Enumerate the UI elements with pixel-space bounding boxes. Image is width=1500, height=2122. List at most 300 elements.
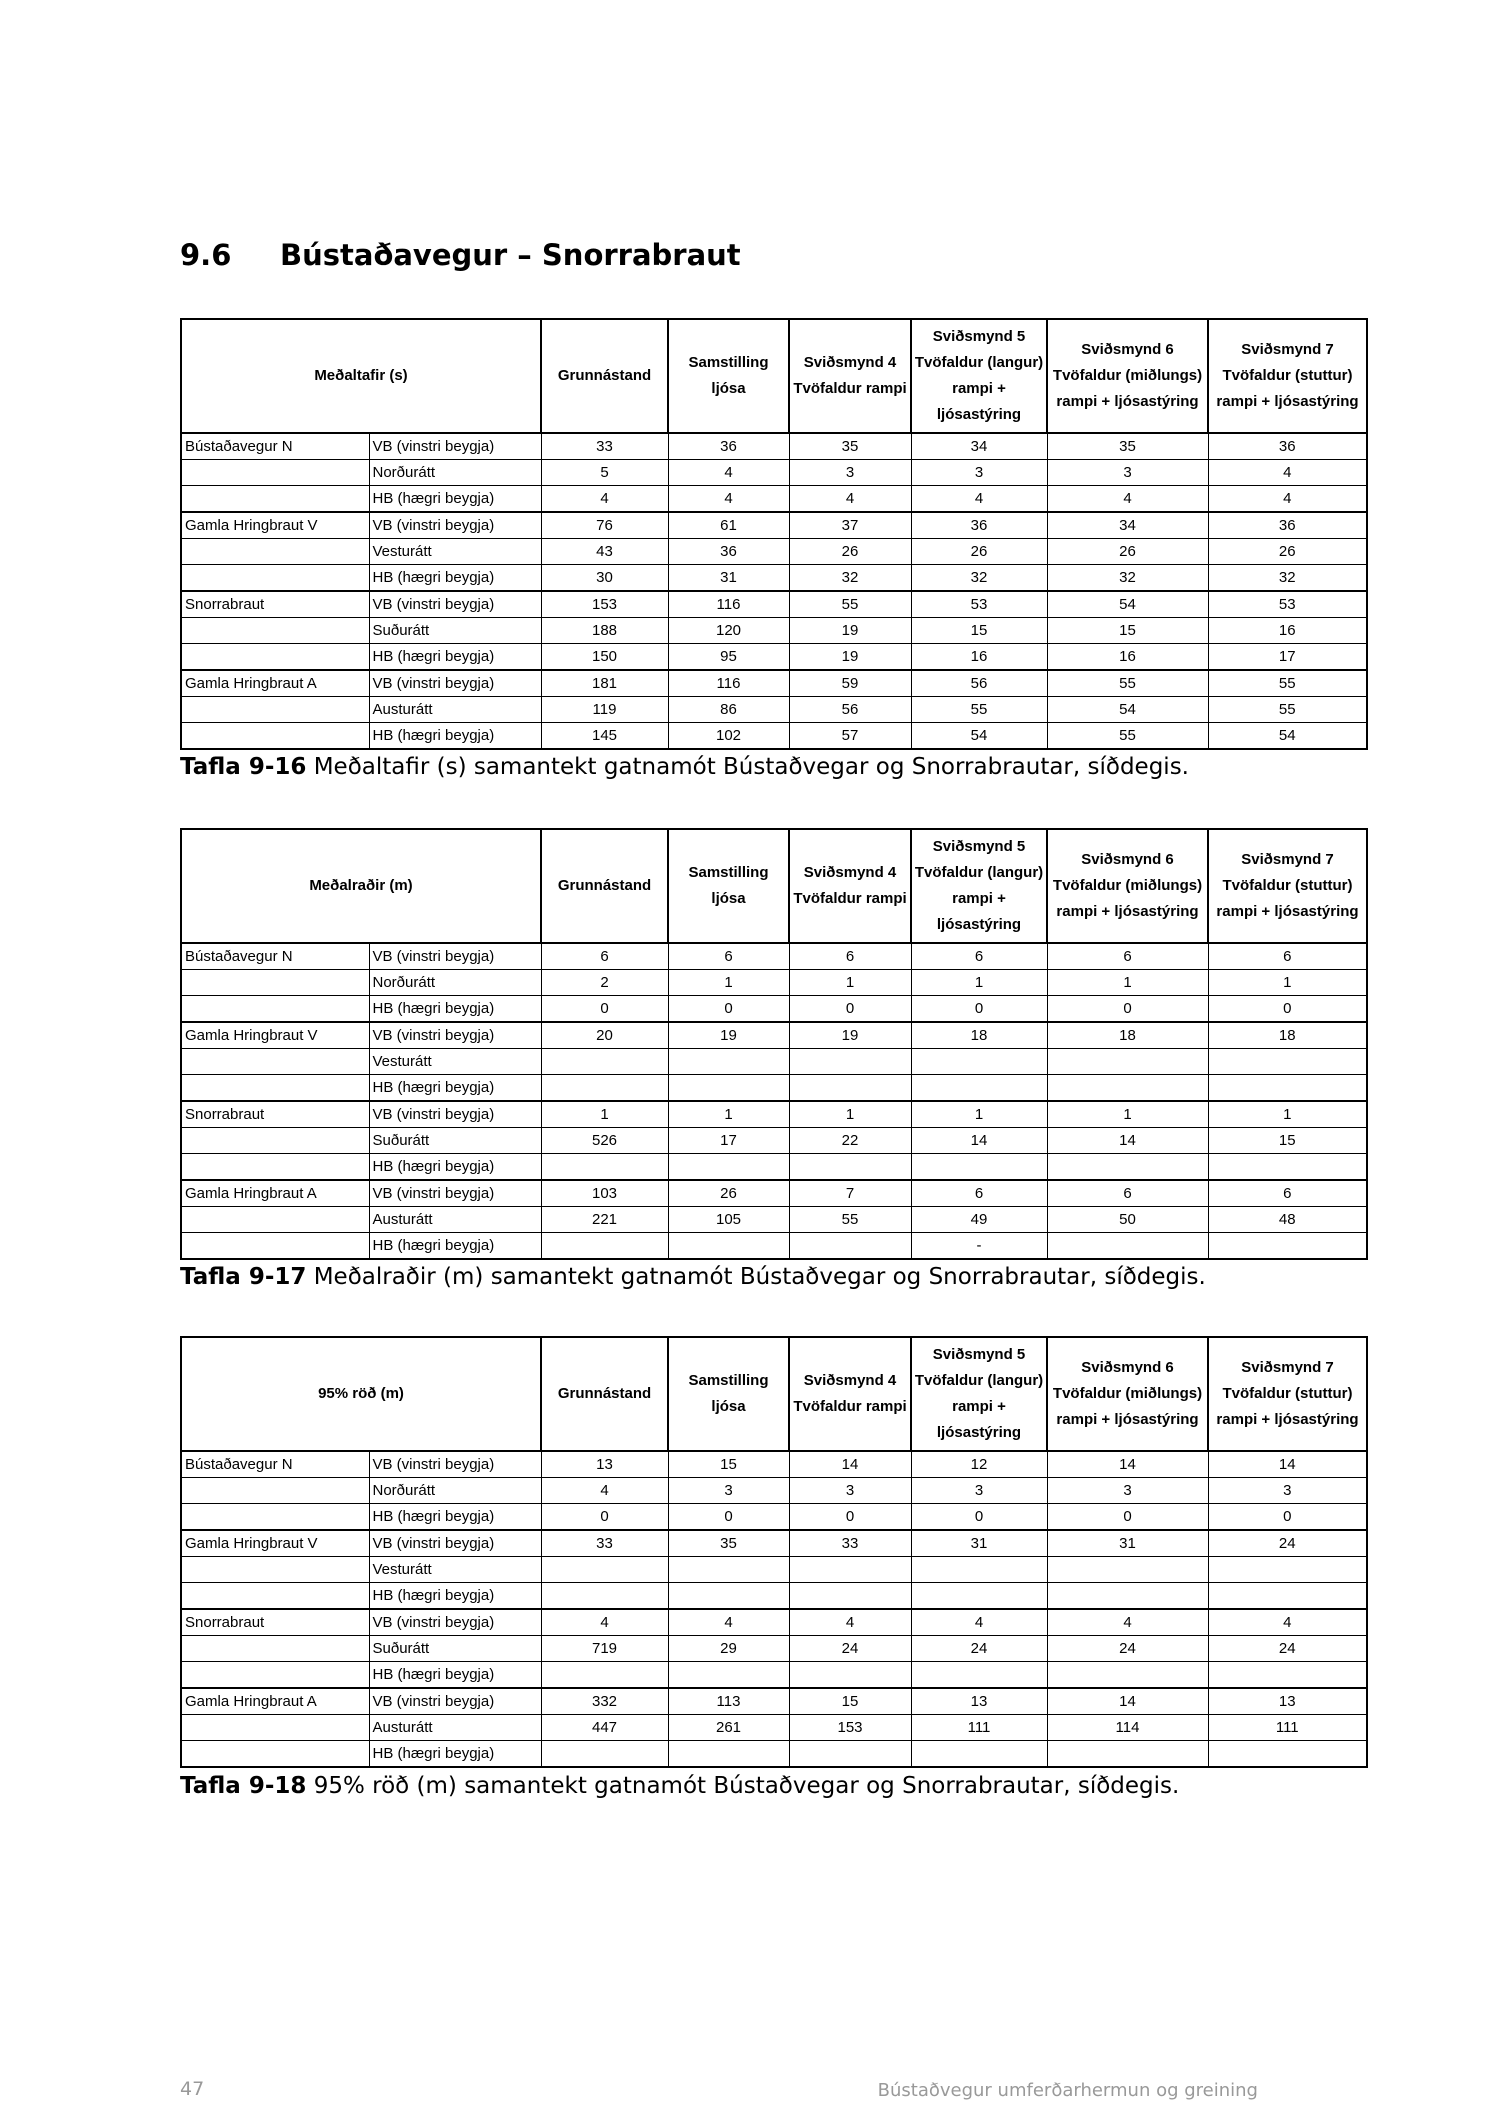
road-cell [181, 996, 369, 1023]
value-cell: 13 [541, 1451, 668, 1478]
value-cell: 55 [789, 591, 911, 618]
value-cell: 14 [1208, 1451, 1367, 1478]
value-cell: 24 [1208, 1636, 1367, 1662]
section-heading [180, 238, 741, 272]
table-row [181, 1180, 1367, 1207]
value-cell [541, 1662, 668, 1689]
movement-cell: HB (hægri beygja) [369, 1583, 541, 1610]
value-cell: 188 [541, 618, 668, 644]
value-cell [541, 1049, 668, 1075]
value-cell: 15 [1208, 1128, 1367, 1154]
value-cell [789, 1233, 911, 1260]
value-cell: 35 [789, 433, 911, 460]
caption-text: 95% röð (m) samantekt gatnamót Bústaðvegar og Snorrabrautar, síðdegis. [306, 1773, 1180, 1799]
column-header: Sviðsmynd 6 Tvöfaldur (miðlungs) rampi + ljósastýring [1047, 1337, 1208, 1451]
road-cell [181, 1049, 369, 1075]
value-cell: 15 [911, 618, 1047, 644]
table-average-queue [180, 828, 1368, 1260]
value-cell: 6 [1047, 1180, 1208, 1207]
column-header: Sviðsmynd 4 Tvöfaldur rampi [789, 1337, 911, 1451]
value-cell: 36 [668, 539, 789, 565]
table-row [181, 670, 1367, 697]
value-cell: 54 [1208, 723, 1367, 750]
value-cell: 4 [1208, 1609, 1367, 1636]
column-header: Samstilling ljósa [668, 1337, 789, 1451]
table-row [181, 539, 1367, 565]
road-cell: Bústaðavegur N [181, 1451, 369, 1478]
value-cell: 1 [911, 1101, 1047, 1128]
value-cell [668, 1049, 789, 1075]
road-cell: Snorrabraut [181, 1609, 369, 1636]
movement-cell: HB (hægri beygja) [369, 565, 541, 592]
value-cell: 719 [541, 1636, 668, 1662]
value-cell: 17 [668, 1128, 789, 1154]
value-cell: 332 [541, 1688, 668, 1715]
caption-table-9-17 [180, 1264, 1206, 1290]
value-cell [668, 1154, 789, 1181]
value-cell: 4 [541, 1609, 668, 1636]
table-average-delay [180, 318, 1368, 750]
value-cell: 18 [1208, 1022, 1367, 1049]
value-cell [541, 1583, 668, 1610]
road-cell [181, 486, 369, 513]
value-cell: 35 [668, 1530, 789, 1557]
table-row [181, 996, 1367, 1023]
value-cell: 6 [541, 943, 668, 970]
table-row [181, 723, 1367, 750]
value-cell [668, 1741, 789, 1768]
value-cell: 15 [789, 1688, 911, 1715]
value-cell: 114 [1047, 1715, 1208, 1741]
value-cell: 26 [1208, 539, 1367, 565]
movement-cell: Austurátt [369, 1715, 541, 1741]
movement-cell: Suðurátt [369, 618, 541, 644]
value-cell: 14 [1047, 1451, 1208, 1478]
value-cell: 1 [668, 970, 789, 996]
value-cell: 36 [668, 433, 789, 460]
movement-cell: HB (hægri beygja) [369, 1154, 541, 1181]
road-cell [181, 970, 369, 996]
value-cell: 1 [1208, 970, 1367, 996]
road-cell [181, 1662, 369, 1689]
value-cell: 59 [789, 670, 911, 697]
value-cell: 55 [1208, 670, 1367, 697]
road-cell [181, 1478, 369, 1504]
value-cell: 95 [668, 644, 789, 671]
value-cell: 19 [789, 1022, 911, 1049]
value-cell: 32 [789, 565, 911, 592]
movement-cell: VB (vinstri beygja) [369, 1609, 541, 1636]
road-cell [181, 1233, 369, 1260]
value-cell: 447 [541, 1715, 668, 1741]
value-cell: 0 [1208, 1504, 1367, 1531]
road-cell [181, 1154, 369, 1181]
value-cell: 26 [789, 539, 911, 565]
value-cell: 30 [541, 565, 668, 592]
road-cell: Snorrabraut [181, 591, 369, 618]
movement-cell: Norðurátt [369, 970, 541, 996]
movement-cell: VB (vinstri beygja) [369, 1530, 541, 1557]
value-cell: 111 [1208, 1715, 1367, 1741]
value-cell: 56 [911, 670, 1047, 697]
road-cell: Gamla Hringbraut V [181, 1530, 369, 1557]
value-cell [1047, 1233, 1208, 1260]
value-cell: 35 [1047, 433, 1208, 460]
movement-cell: VB (vinstri beygja) [369, 1688, 541, 1715]
value-cell: 24 [911, 1636, 1047, 1662]
value-cell [668, 1233, 789, 1260]
table-row [181, 1451, 1367, 1478]
movement-cell: VB (vinstri beygja) [369, 1451, 541, 1478]
movement-cell: HB (hægri beygja) [369, 1504, 541, 1531]
value-cell [668, 1557, 789, 1583]
value-cell: 61 [668, 512, 789, 539]
movement-cell: Austurátt [369, 697, 541, 723]
value-cell [541, 1741, 668, 1768]
value-cell: 1 [668, 1101, 789, 1128]
value-cell: 43 [541, 539, 668, 565]
value-cell: 6 [911, 1180, 1047, 1207]
value-cell [541, 1557, 668, 1583]
value-cell: 153 [541, 591, 668, 618]
value-cell: 24 [1208, 1530, 1367, 1557]
column-header: Sviðsmynd 6 Tvöfaldur (miðlungs) rampi + ljósastýring [1047, 319, 1208, 433]
value-cell: 50 [1047, 1207, 1208, 1233]
table-row [181, 1128, 1367, 1154]
value-cell: 14 [789, 1451, 911, 1478]
road-cell [181, 460, 369, 486]
value-cell [911, 1557, 1047, 1583]
table-row [181, 1583, 1367, 1610]
value-cell: 0 [1208, 996, 1367, 1023]
movement-cell: Vesturátt [369, 1049, 541, 1075]
value-cell: 116 [668, 670, 789, 697]
table-row [181, 565, 1367, 592]
movement-cell: VB (vinstri beygja) [369, 943, 541, 970]
road-cell [181, 1715, 369, 1741]
value-cell: 1 [789, 1101, 911, 1128]
movement-cell: Norðurátt [369, 460, 541, 486]
value-cell: 103 [541, 1180, 668, 1207]
table-row [181, 1478, 1367, 1504]
value-cell: 1 [1047, 970, 1208, 996]
movement-cell: VB (vinstri beygja) [369, 433, 541, 460]
value-cell: 34 [911, 433, 1047, 460]
value-cell: 54 [911, 723, 1047, 750]
value-cell: 18 [1047, 1022, 1208, 1049]
value-cell: 14 [911, 1128, 1047, 1154]
table-row [181, 697, 1367, 723]
table-row [181, 1636, 1367, 1662]
value-cell: 3 [789, 1478, 911, 1504]
table-row [181, 1715, 1367, 1741]
value-cell: 0 [789, 996, 911, 1023]
value-cell [668, 1075, 789, 1102]
caption-text: Meðalraðir (m) samantekt gatnamót Bústaðvegar og Snorrabrautar, síðdegis. [306, 1264, 1206, 1290]
table-row [181, 970, 1367, 996]
value-cell: 54 [1047, 591, 1208, 618]
value-cell: 6 [789, 943, 911, 970]
value-cell [911, 1154, 1047, 1181]
header-row [181, 1337, 1367, 1451]
column-header: Sviðsmynd 4 Tvöfaldur rampi [789, 829, 911, 943]
value-cell: 4 [668, 486, 789, 513]
road-cell [181, 1557, 369, 1583]
value-cell: 36 [1208, 512, 1367, 539]
movement-cell: HB (hægri beygja) [369, 1233, 541, 1260]
value-cell: 31 [668, 565, 789, 592]
value-cell: 261 [668, 1715, 789, 1741]
road-cell [181, 1636, 369, 1662]
value-cell [541, 1233, 668, 1260]
value-cell [1208, 1049, 1367, 1075]
movement-cell: HB (hægri beygja) [369, 1662, 541, 1689]
value-cell: - [911, 1233, 1047, 1260]
value-cell: 4 [541, 1478, 668, 1504]
value-cell: 16 [1047, 644, 1208, 671]
value-cell: 49 [911, 1207, 1047, 1233]
value-cell: 33 [789, 1530, 911, 1557]
value-cell: 26 [668, 1180, 789, 1207]
value-cell: 31 [1047, 1530, 1208, 1557]
value-cell: 102 [668, 723, 789, 750]
value-cell: 119 [541, 697, 668, 723]
value-cell: 33 [541, 1530, 668, 1557]
value-cell: 4 [668, 460, 789, 486]
table-row [181, 618, 1367, 644]
value-cell: 0 [789, 1504, 911, 1531]
value-cell: 55 [789, 1207, 911, 1233]
section-title: Bústaðavegur – Snorrabraut [280, 238, 741, 272]
table-row [181, 1022, 1367, 1049]
table-row [181, 1688, 1367, 1715]
movement-cell: Vesturátt [369, 1557, 541, 1583]
road-cell [181, 1128, 369, 1154]
value-cell: 153 [789, 1715, 911, 1741]
value-cell: 1 [541, 1101, 668, 1128]
column-header: Samstilling ljósa [668, 829, 789, 943]
road-cell [181, 1207, 369, 1233]
movement-cell: HB (hægri beygja) [369, 1075, 541, 1102]
road-cell [181, 1583, 369, 1610]
footer-doc-title: Bústaðvegur umferðarhermun og greining [877, 2080, 1258, 2101]
caption-table-9-16 [180, 754, 1189, 780]
value-cell [1047, 1741, 1208, 1768]
table-row [181, 460, 1367, 486]
movement-cell: HB (hægri beygja) [369, 1741, 541, 1768]
value-cell [668, 1662, 789, 1689]
column-header: Sviðsmynd 7 Tvöfaldur (stuttur) rampi + ljósastýring [1208, 319, 1367, 433]
value-cell: 32 [1208, 565, 1367, 592]
column-header: Samstilling ljósa [668, 319, 789, 433]
table-row [181, 1233, 1367, 1260]
value-cell: 34 [1047, 512, 1208, 539]
column-header: Sviðsmynd 7 Tvöfaldur (stuttur) rampi + ljósastýring [1208, 829, 1367, 943]
value-cell: 0 [911, 1504, 1047, 1531]
value-cell: 4 [911, 1609, 1047, 1636]
value-cell: 19 [789, 618, 911, 644]
value-cell [1208, 1583, 1367, 1610]
table-row [181, 1075, 1367, 1102]
road-cell: Bústaðavegur N [181, 433, 369, 460]
table-label: Meðaltafir (s) [181, 319, 541, 433]
value-cell: 120 [668, 618, 789, 644]
value-cell [911, 1662, 1047, 1689]
value-cell: 4 [541, 486, 668, 513]
road-cell: Snorrabraut [181, 1101, 369, 1128]
value-cell [1047, 1075, 1208, 1102]
value-cell [911, 1075, 1047, 1102]
value-cell: 24 [1047, 1636, 1208, 1662]
value-cell: 1 [911, 970, 1047, 996]
value-cell: 32 [1047, 565, 1208, 592]
value-cell [789, 1557, 911, 1583]
value-cell: 14 [1047, 1128, 1208, 1154]
page-number: 47 [180, 2078, 205, 2100]
caption-id: Tafla 9-16 [180, 754, 307, 780]
value-cell: 13 [911, 1688, 1047, 1715]
table-row [181, 1101, 1367, 1128]
value-cell: 15 [1047, 618, 1208, 644]
table-row [181, 591, 1367, 618]
value-cell: 113 [668, 1688, 789, 1715]
value-cell: 36 [1208, 433, 1367, 460]
caption-table-9-18 [180, 1773, 1179, 1799]
value-cell: 2 [541, 970, 668, 996]
column-header: Sviðsmynd 6 Tvöfaldur (miðlungs) rampi + ljósastýring [1047, 829, 1208, 943]
movement-cell: VB (vinstri beygja) [369, 591, 541, 618]
table-row [181, 486, 1367, 513]
value-cell: 20 [541, 1022, 668, 1049]
column-header: Sviðsmynd 5 Tvöfaldur (langur) rampi + ljósastýring [911, 1337, 1047, 1451]
value-cell: 15 [668, 1451, 789, 1478]
table-95pct-queue [180, 1336, 1368, 1768]
value-cell: 17 [1208, 644, 1367, 671]
table-label: Meðalraðir (m) [181, 829, 541, 943]
value-cell: 19 [789, 644, 911, 671]
value-cell: 6 [668, 943, 789, 970]
value-cell: 0 [541, 996, 668, 1023]
value-cell: 4 [911, 486, 1047, 513]
movement-cell: HB (hægri beygja) [369, 486, 541, 513]
movement-cell: HB (hægri beygja) [369, 644, 541, 671]
header-row [181, 829, 1367, 943]
value-cell: 16 [911, 644, 1047, 671]
value-cell: 3 [911, 460, 1047, 486]
value-cell: 0 [1047, 996, 1208, 1023]
value-cell: 19 [668, 1022, 789, 1049]
value-cell: 3 [1208, 1478, 1367, 1504]
value-cell: 145 [541, 723, 668, 750]
table-row [181, 1530, 1367, 1557]
movement-cell: Suðurátt [369, 1636, 541, 1662]
movement-cell: Vesturátt [369, 539, 541, 565]
movement-cell: VB (vinstri beygja) [369, 1180, 541, 1207]
value-cell [1208, 1154, 1367, 1181]
value-cell: 4 [1047, 1609, 1208, 1636]
value-cell: 16 [1208, 618, 1367, 644]
value-cell: 6 [1047, 943, 1208, 970]
value-cell: 3 [1047, 460, 1208, 486]
table-row [181, 1049, 1367, 1075]
value-cell: 3 [1047, 1478, 1208, 1504]
road-cell [181, 1741, 369, 1768]
value-cell [911, 1741, 1047, 1768]
value-cell [789, 1741, 911, 1768]
movement-cell: VB (vinstri beygja) [369, 1101, 541, 1128]
road-cell [181, 723, 369, 750]
value-cell: 4 [1208, 486, 1367, 513]
movement-cell: VB (vinstri beygja) [369, 512, 541, 539]
caption-id: Tafla 9-17 [180, 1264, 307, 1290]
value-cell: 1 [1208, 1101, 1367, 1128]
road-cell [181, 539, 369, 565]
value-cell: 48 [1208, 1207, 1367, 1233]
value-cell [541, 1075, 668, 1102]
value-cell: 4 [1047, 486, 1208, 513]
value-cell [1208, 1233, 1367, 1260]
value-cell: 0 [541, 1504, 668, 1531]
value-cell: 29 [668, 1636, 789, 1662]
movement-cell: HB (hægri beygja) [369, 723, 541, 750]
road-cell: Bústaðavegur N [181, 943, 369, 970]
value-cell: 22 [789, 1128, 911, 1154]
road-cell [181, 644, 369, 671]
value-cell: 6 [1208, 1180, 1367, 1207]
table-row [181, 1609, 1367, 1636]
value-cell [789, 1075, 911, 1102]
value-cell: 12 [911, 1451, 1047, 1478]
value-cell [1208, 1557, 1367, 1583]
value-cell: 221 [541, 1207, 668, 1233]
value-cell [1047, 1662, 1208, 1689]
value-cell [1208, 1075, 1367, 1102]
value-cell: 3 [789, 460, 911, 486]
value-cell: 6 [911, 943, 1047, 970]
value-cell: 26 [911, 539, 1047, 565]
value-cell: 24 [789, 1636, 911, 1662]
value-cell: 14 [1047, 1688, 1208, 1715]
value-cell: 105 [668, 1207, 789, 1233]
value-cell: 54 [1047, 697, 1208, 723]
value-cell: 57 [789, 723, 911, 750]
value-cell: 1 [1047, 1101, 1208, 1128]
table-row [181, 1207, 1367, 1233]
table-row [181, 644, 1367, 671]
value-cell: 53 [911, 591, 1047, 618]
movement-cell: VB (vinstri beygja) [369, 670, 541, 697]
value-cell: 55 [911, 697, 1047, 723]
value-cell: 37 [789, 512, 911, 539]
value-cell: 26 [1047, 539, 1208, 565]
value-cell [1208, 1662, 1367, 1689]
table-label: 95% röð (m) [181, 1337, 541, 1451]
movement-cell: Norðurátt [369, 1478, 541, 1504]
value-cell: 111 [911, 1715, 1047, 1741]
road-cell [181, 1504, 369, 1531]
table-row [181, 1662, 1367, 1689]
column-header: Sviðsmynd 7 Tvöfaldur (stuttur) rampi + ljósastýring [1208, 1337, 1367, 1451]
movement-cell: Austurátt [369, 1207, 541, 1233]
value-cell [911, 1049, 1047, 1075]
column-header: Grunnástand [541, 829, 668, 943]
value-cell: 4 [668, 1609, 789, 1636]
table-row [181, 943, 1367, 970]
value-cell [1047, 1049, 1208, 1075]
road-cell [181, 1075, 369, 1102]
value-cell: 181 [541, 670, 668, 697]
road-cell [181, 565, 369, 592]
